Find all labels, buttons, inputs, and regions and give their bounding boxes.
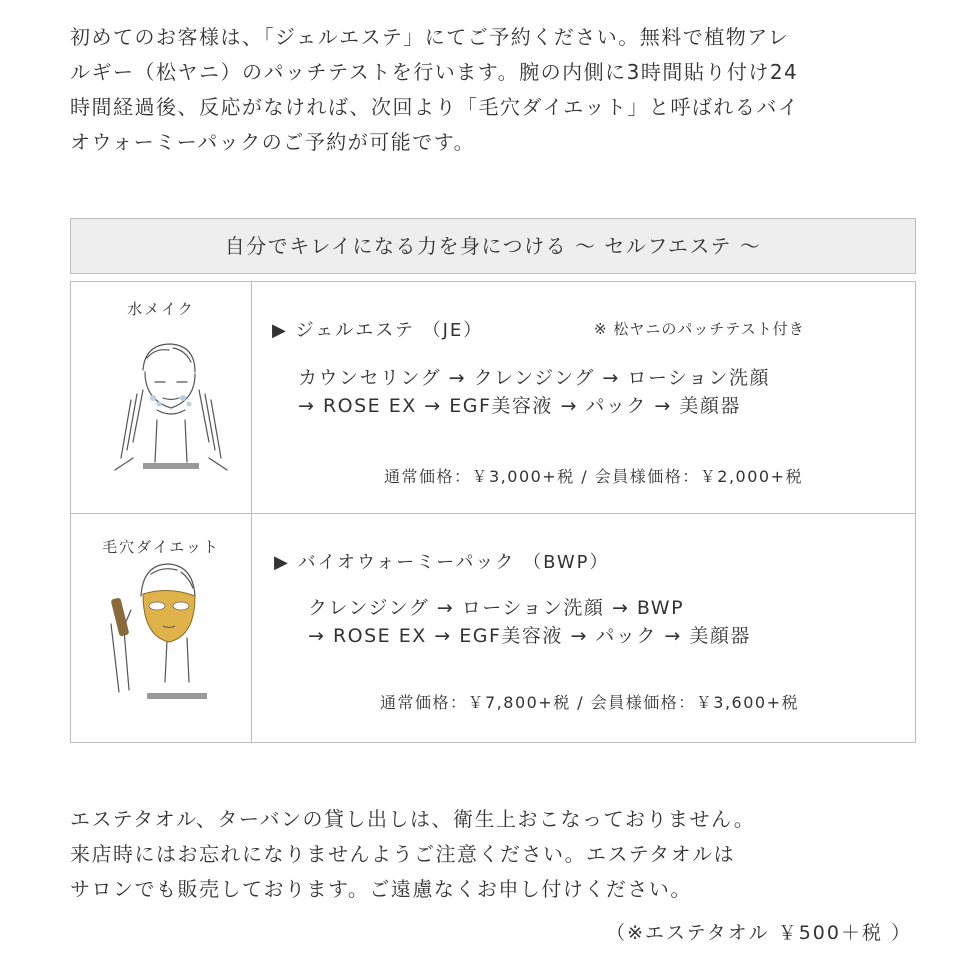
- patch-test-note: ※ 松ヤニのパッチテスト付き: [594, 320, 805, 338]
- course-cell: [252, 282, 915, 513]
- treatment-steps: [308, 594, 751, 650]
- footer-line: エステタオル、ターバンの貸し出しは、衛生上おこなっておりません。: [70, 807, 756, 831]
- face-washing-illustration: [71, 282, 251, 513]
- menu-table: [70, 281, 916, 743]
- price-info: 通常価格：￥3,000+税 / 会員様価格：￥2,000+税: [384, 467, 803, 486]
- category-cell: [71, 514, 252, 742]
- footer-line: サロンでも販売しております。ご遠慮なくお申し付けください。: [70, 877, 692, 901]
- course-cell: [252, 514, 915, 742]
- step-line: クレンジング → ローション洗顔 → BWP: [308, 597, 685, 619]
- step-line: → ROSE EX → EGF美容液 → パック → 美顔器: [308, 625, 751, 647]
- footer-line: 来店時にはお忘れになりませんようご注意ください。エステタオルは: [70, 842, 736, 866]
- category-label: 水メイク: [127, 300, 195, 318]
- table-row: [71, 282, 915, 514]
- category-label: 毛穴ダイエット: [102, 538, 220, 556]
- section-title: 自分でキレイになる力を身につける ～ セルフエステ ～: [70, 218, 916, 274]
- face-pack-illustration: [71, 514, 251, 742]
- step-line: カウンセリング → クレンジング → ローション洗顔: [298, 367, 771, 389]
- table-row: [71, 514, 915, 742]
- treatment-steps: [298, 364, 770, 420]
- intro-line: オウォーミーパックのご予約が可能です。: [70, 130, 476, 154]
- course-title: ▶ ジェルエステ （JE）: [272, 320, 484, 341]
- category-cell: [71, 282, 252, 513]
- course-title: ▶ バイオウォーミーパック （BWP）: [274, 552, 610, 573]
- footer-notice: [70, 802, 930, 907]
- step-line: → ROSE EX → EGF美容液 → パック → 美顔器: [298, 395, 741, 417]
- intro-line: ルギー（松ヤニ）のパッチテストを行います。腕の内側に3時間貼り付け24: [70, 60, 799, 84]
- intro-line: 時間経過後、反応がなければ、次回より「毛穴ダイエット」と呼ばれるバイ: [70, 95, 800, 119]
- intro-text: [70, 20, 930, 160]
- intro-line: 初めてのお客様は、「ジェルエステ」にてご予約ください。無料で植物アレ: [70, 25, 790, 49]
- towel-price: （※エステタオル ￥500＋税 ）: [606, 922, 912, 944]
- price-info: 通常価格：￥7,800+税 / 会員様価格：￥3,600+税: [380, 693, 799, 712]
